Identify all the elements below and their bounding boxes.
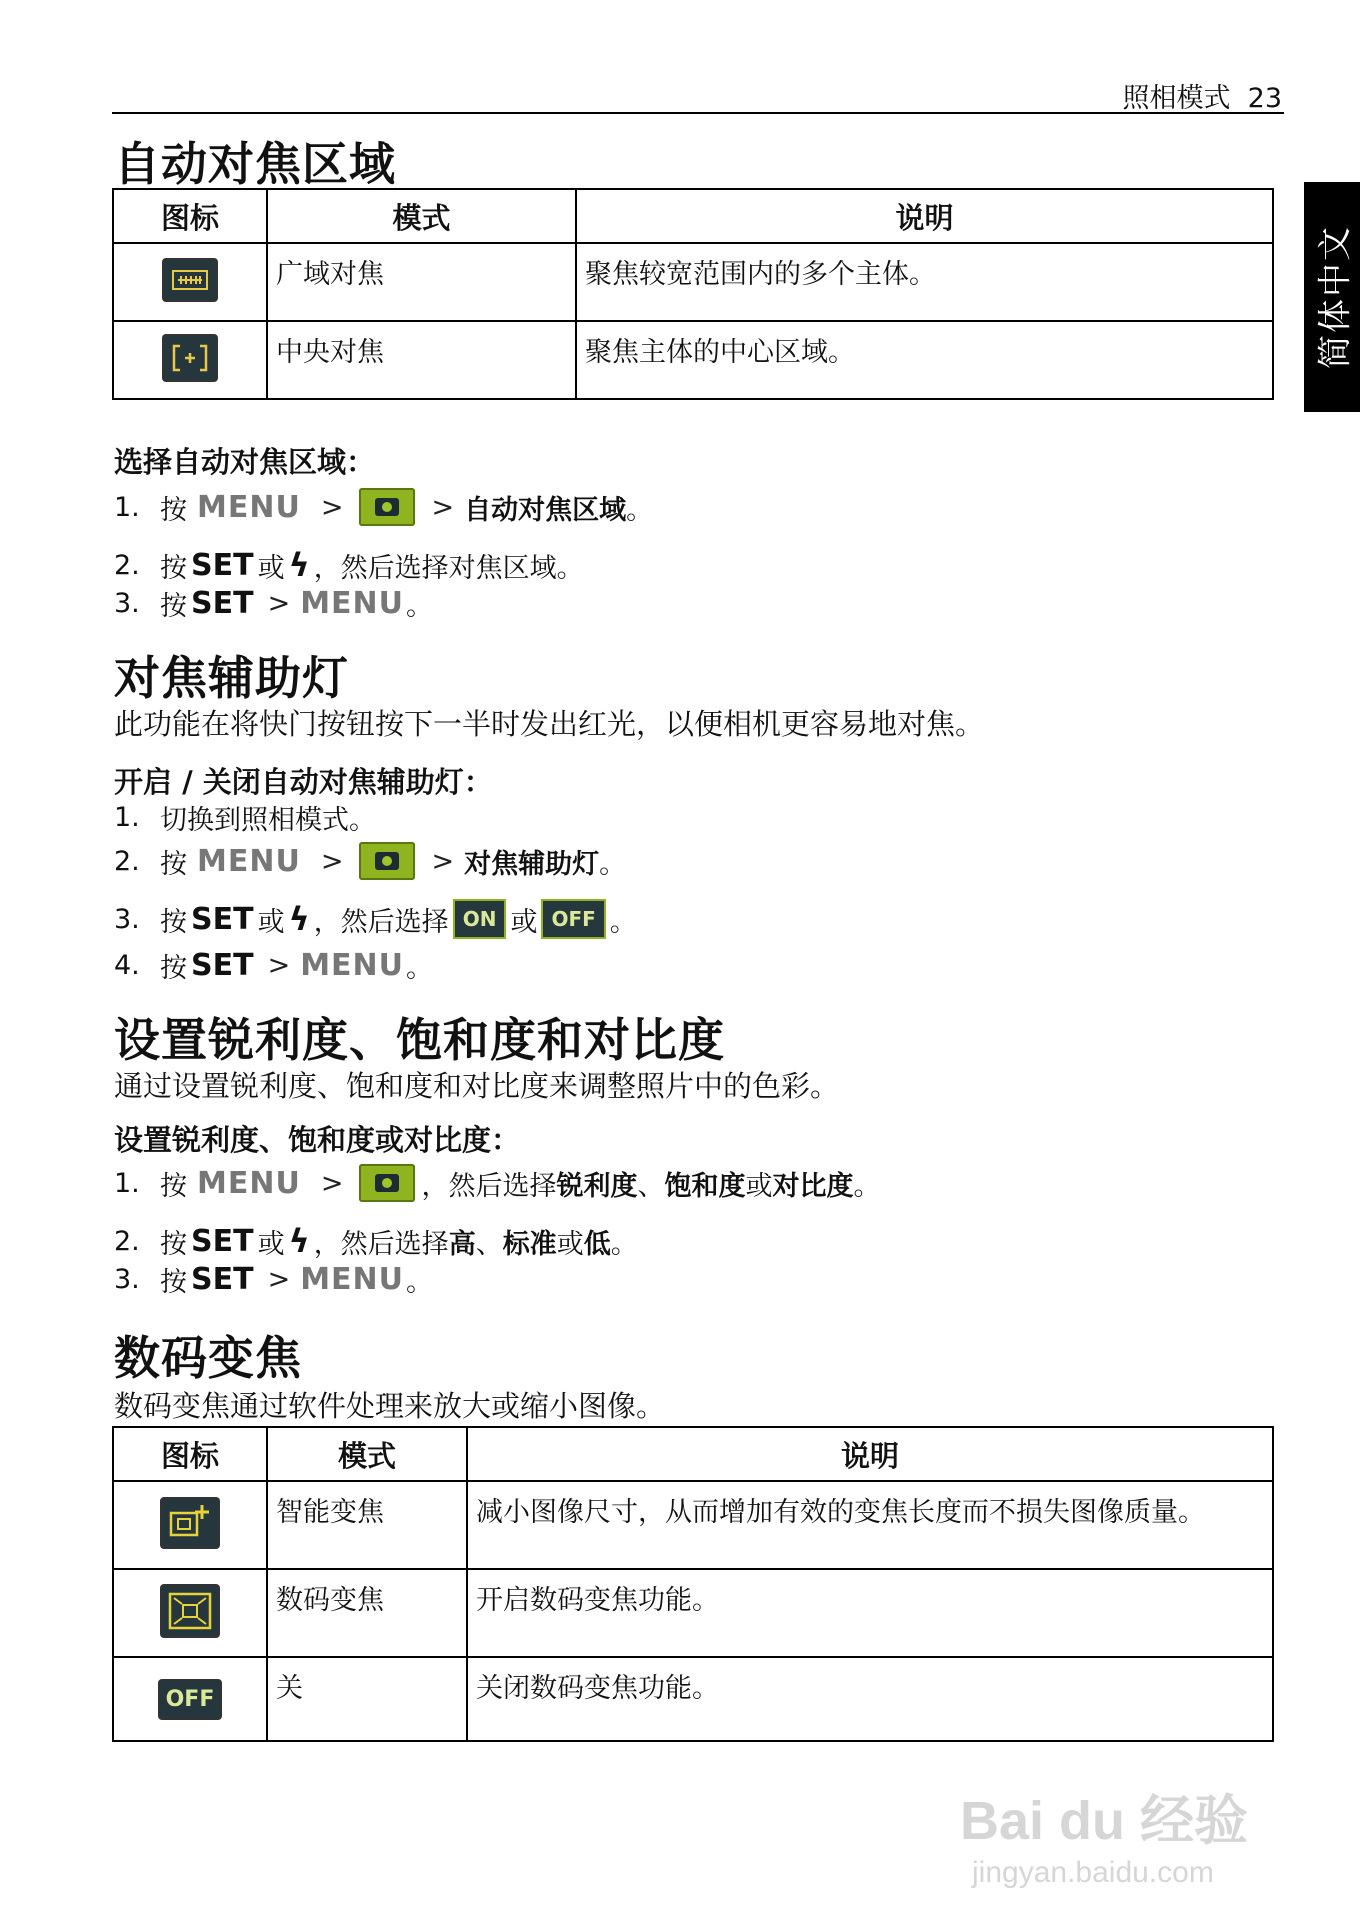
or-text: 或 <box>257 1228 285 1260</box>
col-desc: 说明 <box>576 189 1273 243</box>
step-text: 按 <box>160 552 187 584</box>
table-row <box>113 243 1273 321</box>
step-text: 按 <box>160 1266 187 1298</box>
desc-cell: 减小图像尺寸，从而增加有效的变焦长度而不损失图像质量。 <box>467 1481 1273 1569</box>
step-number: 1. <box>114 491 140 523</box>
section-description: 此功能在将快门按钮按下一半时发出红光，以便相机更容易地对焦。 <box>114 707 985 741</box>
arrow-text: > <box>267 949 291 981</box>
set-key: SET <box>191 1261 254 1297</box>
watermark-brand: Bai du 经验 <box>960 1791 1249 1851</box>
af-area-table <box>112 188 1274 400</box>
step-text: 按 <box>160 590 187 622</box>
arrow-text: > <box>320 845 344 877</box>
camera-icon <box>359 488 415 526</box>
arrow-text: > <box>267 1263 291 1295</box>
header-text <box>1122 76 1282 115</box>
flash-icon: ϟ <box>288 900 310 938</box>
menu-target: 自动对焦区域 <box>464 494 627 526</box>
separator: 、 <box>475 1228 503 1260</box>
section-name: 照相模式 <box>1122 83 1231 114</box>
arrow-text: > <box>320 1167 344 1199</box>
desc-cell: 聚焦主体的中心区域。 <box>576 321 1273 399</box>
digital-zoom-icon <box>160 1584 220 1638</box>
baidu-watermark <box>960 1760 1280 1900</box>
set-key: SET <box>191 901 254 937</box>
step-number: 2. <box>114 1225 140 1257</box>
set-key: SET <box>191 547 254 583</box>
step-text: 按 <box>160 1170 187 1202</box>
icon-cell <box>113 1481 267 1569</box>
icon-cell <box>113 1569 267 1657</box>
period: 。 <box>853 1170 881 1202</box>
or-text: 或 <box>745 1170 773 1202</box>
step-number: 3. <box>114 903 140 935</box>
table-header-row <box>113 1427 1273 1481</box>
watermark-url: jingyan.baidu.com <box>972 1856 1214 1889</box>
smart-zoom-icon <box>160 1497 220 1549</box>
table-row <box>113 1481 1273 1569</box>
icon-cell <box>113 1657 267 1741</box>
icon-cell <box>113 243 267 321</box>
page-header <box>112 72 1284 114</box>
step-2 <box>114 836 626 886</box>
mode-cell: 智能变焦 <box>267 1481 467 1569</box>
separator: 、 <box>637 1170 665 1202</box>
table-row <box>113 1569 1273 1657</box>
or-text: 或 <box>556 1228 584 1260</box>
arrow-text: > <box>431 845 455 877</box>
language-tab-label: 简体中文 <box>1315 225 1356 369</box>
menu-target: 对焦辅助灯 <box>464 848 600 880</box>
col-mode: 模式 <box>267 189 576 243</box>
period: 。 <box>406 952 434 984</box>
menu-key: MENU <box>197 843 301 879</box>
subheading-af-assist-toggle: 开启 / 关闭自动对焦辅助灯： <box>114 765 493 799</box>
arrow-text: > <box>431 491 455 523</box>
step-text: 按 <box>160 494 187 526</box>
or-text: 或 <box>257 906 285 938</box>
period: 。 <box>406 590 434 622</box>
table-row <box>113 1657 1273 1741</box>
camera-icon <box>359 842 415 880</box>
step-text: ，然后选择 <box>313 1228 449 1260</box>
section-title-af-area: 自动对焦区域 <box>114 137 396 191</box>
arrow-text: > <box>267 587 291 619</box>
section-title-digital-zoom: 数码变焦 <box>114 1331 302 1385</box>
camera-icon <box>359 1164 415 1202</box>
table-row <box>113 321 1273 399</box>
step-number: 3. <box>114 1263 140 1295</box>
menu-key: MENU <box>300 585 405 621</box>
step-4 <box>114 940 433 990</box>
table-header-row <box>113 189 1273 243</box>
or-text: 或 <box>510 906 538 938</box>
step-text: ，然后选择 <box>313 906 449 938</box>
option-standard: 标准 <box>502 1228 557 1260</box>
col-icon: 图标 <box>113 1427 267 1481</box>
option-saturation: 饱和度 <box>664 1170 746 1202</box>
icon-cell <box>113 321 267 399</box>
set-key: SET <box>191 947 254 983</box>
step-number: 2. <box>114 845 140 877</box>
page-number: 23 <box>1247 83 1282 114</box>
off-icon: OFF <box>158 1679 223 1720</box>
step-1 <box>114 1158 880 1208</box>
col-icon: 图标 <box>113 189 267 243</box>
arrow-text: > <box>320 491 344 523</box>
desc-cell: 关闭数码变焦功能。 <box>467 1657 1273 1741</box>
step-number: 3. <box>114 587 140 619</box>
mode-cell: 中央对焦 <box>267 321 576 399</box>
col-mode: 模式 <box>267 1427 467 1481</box>
step-text: 按 <box>160 848 187 880</box>
section-description: 数码变焦通过软件处理来放大或缩小图像。 <box>114 1389 666 1423</box>
step-text: ，然后选择对焦区域。 <box>313 552 584 584</box>
subheading-select-af-area: 选择自动对焦区域： <box>114 445 376 479</box>
section-title-af-assist: 对焦辅助灯 <box>114 651 349 705</box>
mode-cell: 广域对焦 <box>267 243 576 321</box>
wide-af-icon <box>162 258 218 302</box>
mode-cell: 关 <box>267 1657 467 1741</box>
step-text: 按 <box>160 906 187 938</box>
period: 。 <box>599 848 627 880</box>
period: 。 <box>609 906 637 938</box>
menu-key: MENU <box>300 1261 405 1297</box>
section-description: 通过设置锐利度、饱和度和对比度来调整照片中的色彩。 <box>114 1069 840 1103</box>
step-3 <box>114 894 637 944</box>
step-text: 切换到照相模式。 <box>160 804 376 836</box>
set-key: SET <box>191 1223 254 1259</box>
step-text: ，然后选择 <box>421 1170 557 1202</box>
on-icon: ON <box>453 899 507 939</box>
period: 。 <box>406 1266 434 1298</box>
flash-icon: ϟ <box>288 546 310 584</box>
step-number: 1. <box>114 801 140 833</box>
center-af-icon <box>162 334 218 382</box>
or-text: 或 <box>257 552 285 584</box>
period: 。 <box>610 1228 638 1260</box>
option-low: 低 <box>583 1228 611 1260</box>
mode-cell: 数码变焦 <box>267 1569 467 1657</box>
off-icon: OFF <box>541 899 605 939</box>
period: 。 <box>626 494 654 526</box>
step-text: 按 <box>160 952 187 984</box>
digital-zoom-table <box>112 1426 1274 1742</box>
option-contrast: 对比度 <box>772 1170 854 1202</box>
step-3 <box>114 578 433 628</box>
desc-cell: 聚焦较宽范围内的多个主体。 <box>576 243 1273 321</box>
option-high: 高 <box>448 1228 476 1260</box>
step-1 <box>114 792 376 842</box>
step-3 <box>114 1254 433 1304</box>
step-number: 1. <box>114 1167 140 1199</box>
menu-key: MENU <box>300 947 405 983</box>
flash-icon: ϟ <box>288 1222 310 1260</box>
option-sharpness: 锐利度 <box>556 1170 638 1202</box>
section-title-sharpness: 设置锐利度、饱和度和对比度 <box>114 1013 725 1067</box>
step-number: 2. <box>114 549 140 581</box>
step-1 <box>114 482 653 532</box>
language-tab <box>1304 182 1360 412</box>
col-desc: 说明 <box>467 1427 1273 1481</box>
menu-key: MENU <box>197 1165 301 1201</box>
subheading-set-sharpness: 设置锐利度、饱和度或对比度： <box>114 1123 521 1157</box>
desc-cell: 开启数码变焦功能。 <box>467 1569 1273 1657</box>
menu-key: MENU <box>197 489 301 525</box>
step-text: 按 <box>160 1228 187 1260</box>
set-key: SET <box>191 585 254 621</box>
step-number: 4. <box>114 949 140 981</box>
